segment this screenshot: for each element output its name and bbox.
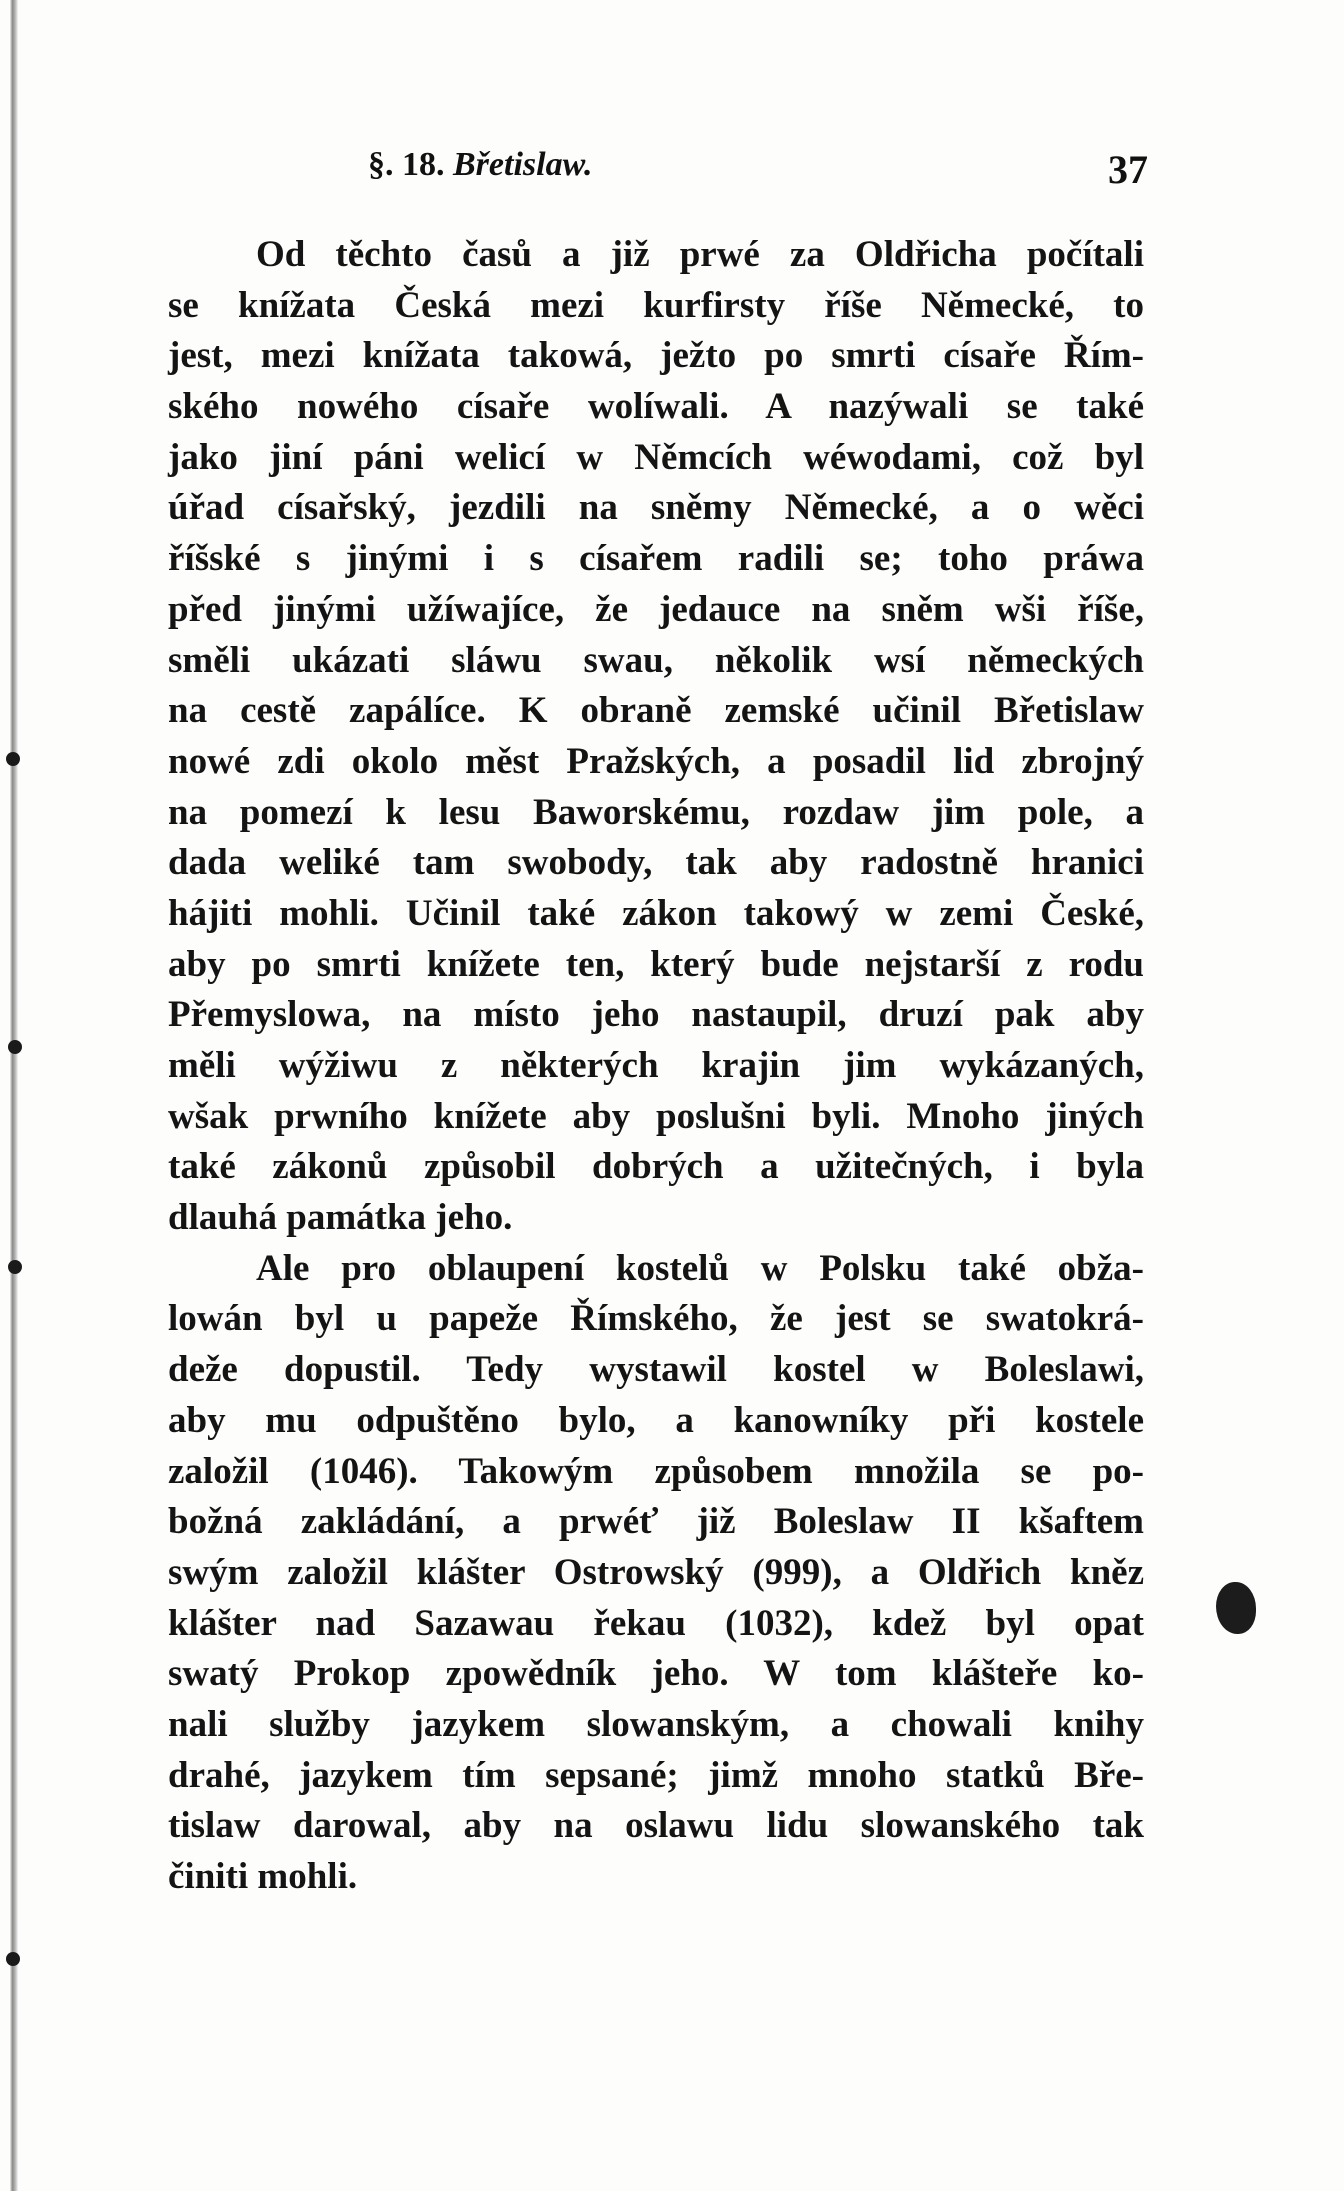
ink-blot — [1216, 1582, 1256, 1634]
text-line: založil (1046). Takowým způsobem množila se po- — [168, 1450, 1144, 1492]
text-line: aby po smrti knížete ten, který bude nejstarší z rodu — [168, 943, 1144, 985]
text-line: se knížata Česká mezi kurfirsty říše Německé, to — [168, 284, 1144, 326]
ink-mark — [6, 752, 20, 766]
text-line: ského nowého císaře wolíwali. A nazýwali se také — [168, 386, 1144, 428]
text-line: činiti mohli. — [168, 1856, 358, 1897]
text-line: drahé, jazykem tím sepsané; jimž mnoho statků Bře- — [168, 1754, 1144, 1796]
page-number: 37 — [1108, 147, 1148, 192]
ink-mark — [6, 1952, 20, 1966]
text-line: říšské s jinými i s císařem radili se; toho práwa — [168, 538, 1144, 580]
text-line: wšak prwního knížete aby poslušni byli. Mnoho jiných — [168, 1095, 1144, 1137]
text-line: swým založil klášter Ostrowský (999), a Oldřich kněz — [168, 1551, 1144, 1593]
running-header — [168, 146, 1148, 196]
text-line: na cestě zapálíce. K obraně zemské učinil Břetislaw — [168, 690, 1144, 732]
text-line: nowé zdi okolo měst Pražských, a posadil lid zbrojný — [168, 740, 1144, 782]
text-line: také zákonů způsobil dobrých a užitečných, i byla — [168, 1146, 1144, 1188]
section-title: Břetislaw. — [453, 146, 593, 183]
text-line: božná zakládání, a prwéť již Boleslaw II kšaftem — [168, 1501, 1144, 1543]
text-line: deže dopustil. Tedy wystawil kostel w Boleslawi, — [168, 1349, 1144, 1391]
text-line: Přemyslowa, na místo jeho nastaupil, druzí pak aby — [168, 994, 1144, 1036]
text-line: lowán byl u papeže Římského, že jest se swatokrá- — [168, 1298, 1144, 1340]
text-line: tislaw darowal, aby na oslawu lidu slowanského tak — [168, 1805, 1144, 1847]
text-line: směli ukázati sláwu swau, několik wsí německých — [168, 639, 1144, 681]
text-line: před jinými užíwajíce, že jedauce na sněm wši říše, — [168, 588, 1144, 630]
ink-mark — [8, 1260, 22, 1274]
text-line: nali služby jazykem slowanským, a chowali knihy — [168, 1703, 1144, 1745]
text-line: swatý Prokop zpowědník jeho. W tom klášteře ko- — [168, 1653, 1144, 1695]
text-line: na pomezí k lesu Baworskému, rozdaw jim pole, a — [168, 791, 1144, 833]
text-line: hájiti mohli. Učinil také zákon takowý w zemi České, — [168, 892, 1144, 934]
text-line: aby mu odpuštěno bylo, a kanowníky při kostele — [168, 1399, 1144, 1441]
body-text — [168, 230, 1144, 1903]
text-line: klášter nad Sazawau řekau (1032), kdež byl opat — [168, 1602, 1144, 1644]
text-line: dlauhá památka jeho. — [168, 1197, 513, 1239]
text-line: Od těchto časů a již prwé za Oldřicha počítali — [256, 234, 1144, 275]
ink-mark — [8, 1040, 22, 1054]
text-line: dada weliké tam swobody, tak aby radostně hranici — [168, 842, 1144, 884]
text-line: jako jiní páni welicí w Němcích wéwodami, což byl — [168, 436, 1144, 478]
text-line: Ale pro oblaupení kostelů w Polsku také obža- — [256, 1247, 1144, 1289]
page-binding-edge — [10, 0, 18, 2191]
section-heading — [368, 146, 593, 184]
text-line: úřad císařský, jezdili na sněmy Německé, a o wěci — [168, 487, 1144, 529]
section-number: §. 18. — [368, 146, 445, 183]
text-line: měli wýžiwu z některých krajin jim wykázaných, — [168, 1045, 1144, 1086]
text-line: jest, mezi knížata takowá, ježto po smrti císaře Řím- — [168, 335, 1144, 377]
